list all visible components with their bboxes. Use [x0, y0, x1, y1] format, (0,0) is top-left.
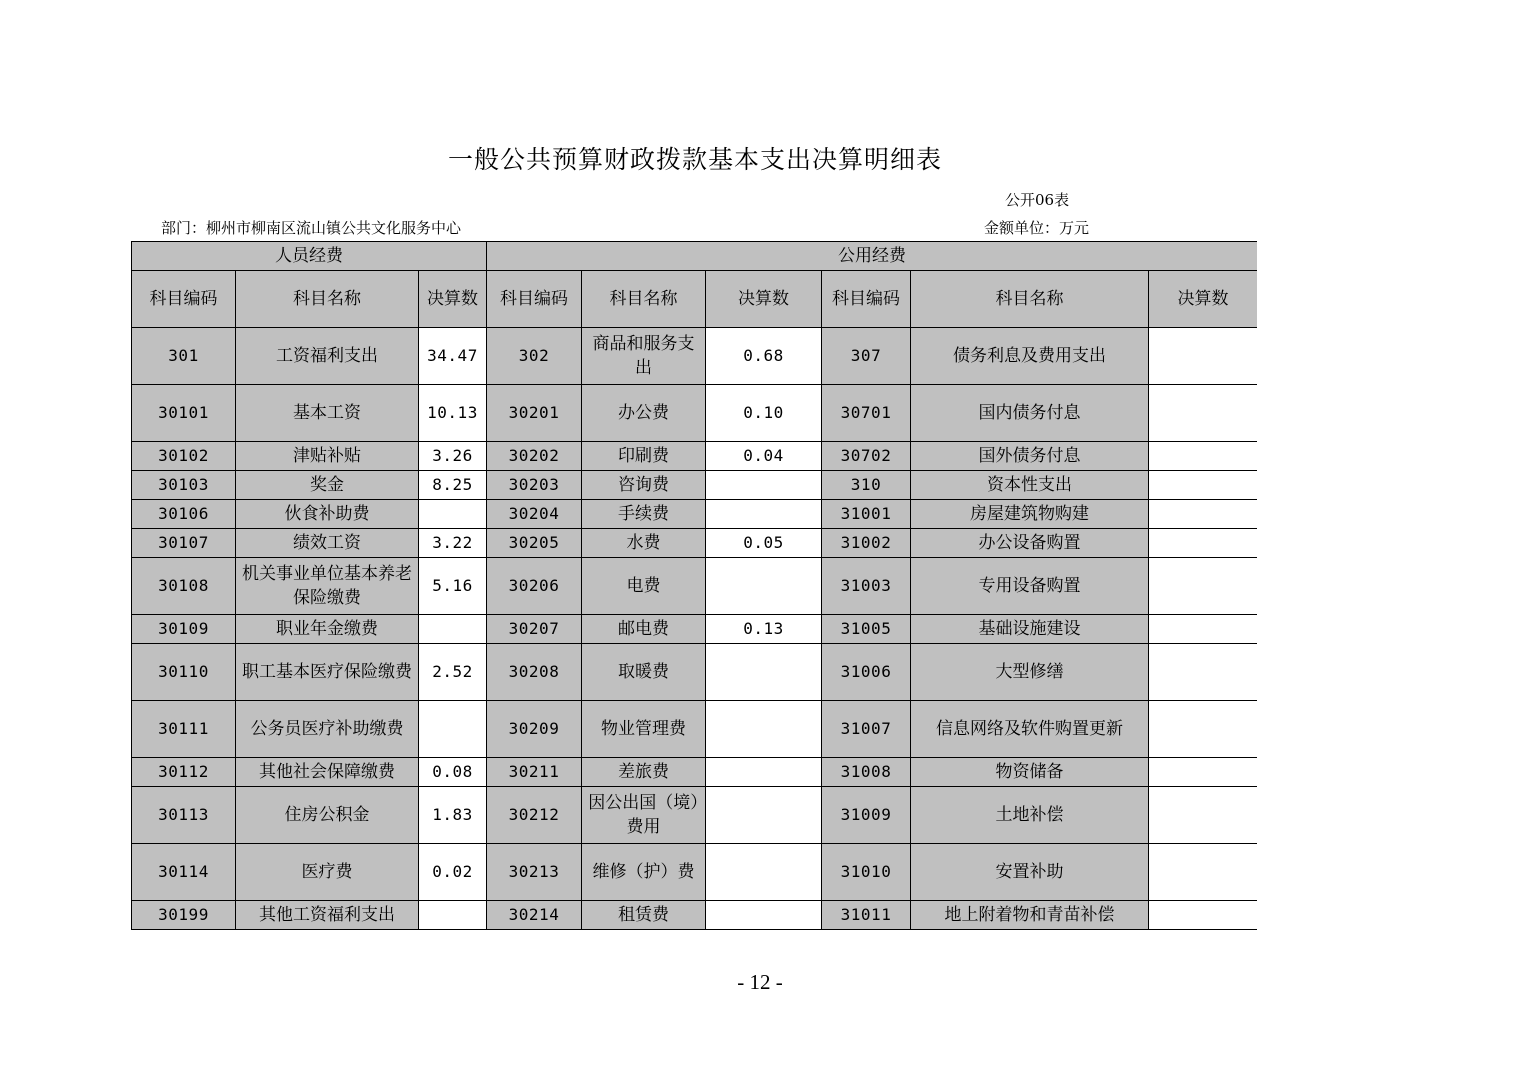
capital-amount-cell: [1149, 901, 1258, 930]
personnel-name-cell: 其他社会保障缴费: [236, 758, 419, 787]
capital-code-cell: 31009: [822, 787, 911, 844]
goods-amount-cell: [706, 558, 822, 615]
capital-code-cell: 310: [822, 471, 911, 500]
personnel-amount-cell: 1.83: [419, 787, 487, 844]
capital-code-cell: 31008: [822, 758, 911, 787]
personnel-code-cell: 30114: [132, 844, 236, 901]
capital-amount-cell: [1149, 758, 1258, 787]
capital-code-cell: 31003: [822, 558, 911, 615]
personnel-code-cell: 30111: [132, 701, 236, 758]
capital-name-cell: 安置补助: [911, 844, 1149, 901]
goods-name-cell: 印刷费: [582, 442, 706, 471]
table-row: [132, 758, 1258, 787]
personnel-code-cell: 30102: [132, 442, 236, 471]
personnel-amount-cell: 3.26: [419, 442, 487, 471]
capital-amount-cell: [1149, 558, 1258, 615]
goods-amount-cell: [706, 644, 822, 701]
goods-amount-cell: [706, 901, 822, 930]
goods-amount-cell: 0.68: [706, 328, 822, 385]
personnel-code-cell: 30109: [132, 615, 236, 644]
table-row: [132, 558, 1258, 615]
capital-amount-cell: [1149, 529, 1258, 558]
personnel-name-cell: 其他工资福利支出: [236, 901, 419, 930]
table-row: [132, 529, 1258, 558]
personnel-name-cell: 工资福利支出: [236, 328, 419, 385]
capital-amount-cell: [1149, 328, 1258, 385]
col-header-amount: 决算数: [706, 271, 822, 328]
capital-name-cell: 房屋建筑物购建: [911, 500, 1149, 529]
personnel-code-cell: 30199: [132, 901, 236, 930]
col-header-amount: 决算数: [419, 271, 487, 328]
goods-name-cell: 差旅费: [582, 758, 706, 787]
personnel-name-cell: 公务员医疗补助缴费: [236, 701, 419, 758]
personnel-code-cell: 30108: [132, 558, 236, 615]
capital-amount-cell: [1149, 844, 1258, 901]
personnel-code-cell: 30103: [132, 471, 236, 500]
table-row: [132, 328, 1258, 385]
goods-code-cell: 30214: [487, 901, 582, 930]
goods-code-cell: 30208: [487, 644, 582, 701]
goods-code-cell: 30206: [487, 558, 582, 615]
goods-name-cell: 水费: [582, 529, 706, 558]
budget-table: [131, 241, 1257, 930]
capital-name-cell: 土地补偿: [911, 787, 1149, 844]
budget-table-container: [131, 241, 1257, 933]
table-row: [132, 701, 1258, 758]
table-row: [132, 385, 1258, 442]
capital-name-cell: 物资储备: [911, 758, 1149, 787]
capital-name-cell: 专用设备购置: [911, 558, 1149, 615]
personnel-name-cell: 奖金: [236, 471, 419, 500]
personnel-code-cell: 30101: [132, 385, 236, 442]
capital-code-cell: 31011: [822, 901, 911, 930]
table-row: [132, 615, 1258, 644]
department-label: 部门：柳州市柳南区流山镇公共文化服务中心: [161, 219, 462, 237]
goods-code-cell: 30207: [487, 615, 582, 644]
goods-code-cell: 30212: [487, 787, 582, 844]
goods-amount-cell: [706, 787, 822, 844]
table-row: [132, 844, 1258, 901]
goods-name-cell: 商品和服务支出: [582, 328, 706, 385]
capital-code-cell: 30701: [822, 385, 911, 442]
goods-amount-cell: [706, 471, 822, 500]
col-header-name: 科目名称: [911, 271, 1149, 328]
capital-name-cell: 信息网络及软件购置更新: [911, 701, 1149, 758]
capital-name-cell: 大型修缮: [911, 644, 1149, 701]
personnel-amount-cell: 0.02: [419, 844, 487, 901]
col-header-name: 科目名称: [582, 271, 706, 328]
personnel-amount-cell: 3.22: [419, 529, 487, 558]
capital-amount-cell: [1149, 471, 1258, 500]
personnel-name-cell: 津贴补贴: [236, 442, 419, 471]
personnel-amount-cell: [419, 615, 487, 644]
goods-amount-cell: [706, 758, 822, 787]
capital-amount-cell: [1149, 787, 1258, 844]
goods-amount-cell: 0.04: [706, 442, 822, 471]
personnel-amount-cell: 8.25: [419, 471, 487, 500]
personnel-name-cell: 伙食补助费: [236, 500, 419, 529]
capital-code-cell: 31007: [822, 701, 911, 758]
col-header-amount: 决算数: [1149, 271, 1258, 328]
capital-code-cell: 307: [822, 328, 911, 385]
goods-amount-cell: [706, 701, 822, 758]
personnel-code-cell: 30110: [132, 644, 236, 701]
capital-amount-cell: [1149, 500, 1258, 529]
goods-code-cell: 30202: [487, 442, 582, 471]
public-header: 公用经费: [487, 242, 1258, 271]
col-header-code: 科目编码: [822, 271, 911, 328]
goods-code-cell: 30205: [487, 529, 582, 558]
goods-name-cell: 物业管理费: [582, 701, 706, 758]
capital-code-cell: 31001: [822, 500, 911, 529]
capital-code-cell: 30702: [822, 442, 911, 471]
goods-code-cell: 30211: [487, 758, 582, 787]
personnel-amount-cell: 5.16: [419, 558, 487, 615]
capital-amount-cell: [1149, 442, 1258, 471]
unit-label: 金额单位：万元: [984, 219, 1090, 237]
personnel-code-cell: 30106: [132, 500, 236, 529]
personnel-amount-cell: 0.08: [419, 758, 487, 787]
capital-code-cell: 31002: [822, 529, 911, 558]
goods-name-cell: 电费: [582, 558, 706, 615]
capital-name-cell: 办公设备购置: [911, 529, 1149, 558]
capital-name-cell: 基础设施建设: [911, 615, 1149, 644]
goods-code-cell: 30213: [487, 844, 582, 901]
personnel-name-cell: 基本工资: [236, 385, 419, 442]
goods-name-cell: 维修（护）费: [582, 844, 706, 901]
personnel-name-cell: 绩效工资: [236, 529, 419, 558]
table-row: [132, 471, 1258, 500]
goods-code-cell: 30201: [487, 385, 582, 442]
capital-name-cell: 国外债务付息: [911, 442, 1149, 471]
page-number: - 12 -: [737, 970, 783, 994]
capital-amount-cell: [1149, 615, 1258, 644]
personnel-name-cell: 职业年金缴费: [236, 615, 419, 644]
capital-amount-cell: [1149, 644, 1258, 701]
table-row: [132, 644, 1258, 701]
col-header-code: 科目编码: [487, 271, 582, 328]
personnel-code-cell: 30112: [132, 758, 236, 787]
personnel-name-cell: 医疗费: [236, 844, 419, 901]
goods-code-cell: 30209: [487, 701, 582, 758]
personnel-code-cell: 301: [132, 328, 236, 385]
goods-code-cell: 30203: [487, 471, 582, 500]
capital-code-cell: 31010: [822, 844, 911, 901]
capital-name-cell: 债务利息及费用支出: [911, 328, 1149, 385]
personnel-name-cell: 机关事业单位基本养老保险缴费: [236, 558, 419, 615]
capital-amount-cell: [1149, 701, 1258, 758]
table-row: [132, 500, 1258, 529]
goods-code-cell: 302: [487, 328, 582, 385]
goods-name-cell: 办公费: [582, 385, 706, 442]
goods-name-cell: 因公出国（境）费用: [582, 787, 706, 844]
capital-code-cell: 31006: [822, 644, 911, 701]
table-row: [132, 442, 1258, 471]
personnel-header: 人员经费: [132, 242, 487, 271]
table-code: 公开06表: [1005, 191, 1070, 209]
personnel-amount-cell: [419, 901, 487, 930]
col-header-name: 科目名称: [236, 271, 419, 328]
capital-amount-cell: [1149, 385, 1258, 442]
personnel-amount-cell: 34.47: [419, 328, 487, 385]
capital-name-cell: 地上附着物和青苗补偿: [911, 901, 1149, 930]
col-header-code: 科目编码: [132, 271, 236, 328]
personnel-amount-cell: [419, 500, 487, 529]
table-row: [132, 787, 1258, 844]
goods-code-cell: 30204: [487, 500, 582, 529]
capital-code-cell: 31005: [822, 615, 911, 644]
goods-amount-cell: 0.05: [706, 529, 822, 558]
goods-name-cell: 邮电费: [582, 615, 706, 644]
goods-amount-cell: 0.10: [706, 385, 822, 442]
goods-amount-cell: [706, 844, 822, 901]
personnel-amount-cell: [419, 701, 487, 758]
goods-name-cell: 租赁费: [582, 901, 706, 930]
goods-name-cell: 取暖费: [582, 644, 706, 701]
goods-amount-cell: 0.13: [706, 615, 822, 644]
personnel-name-cell: 住房公积金: [236, 787, 419, 844]
table-row: [132, 901, 1258, 930]
capital-name-cell: 资本性支出: [911, 471, 1149, 500]
personnel-code-cell: 30107: [132, 529, 236, 558]
personnel-code-cell: 30113: [132, 787, 236, 844]
goods-name-cell: 手续费: [582, 500, 706, 529]
goods-name-cell: 咨询费: [582, 471, 706, 500]
personnel-amount-cell: 2.52: [419, 644, 487, 701]
personnel-name-cell: 职工基本医疗保险缴费: [236, 644, 419, 701]
page-title: 一般公共预算财政拨款基本支出决算明细表: [447, 145, 942, 174]
personnel-amount-cell: 10.13: [419, 385, 487, 442]
goods-amount-cell: [706, 500, 822, 529]
capital-name-cell: 国内债务付息: [911, 385, 1149, 442]
